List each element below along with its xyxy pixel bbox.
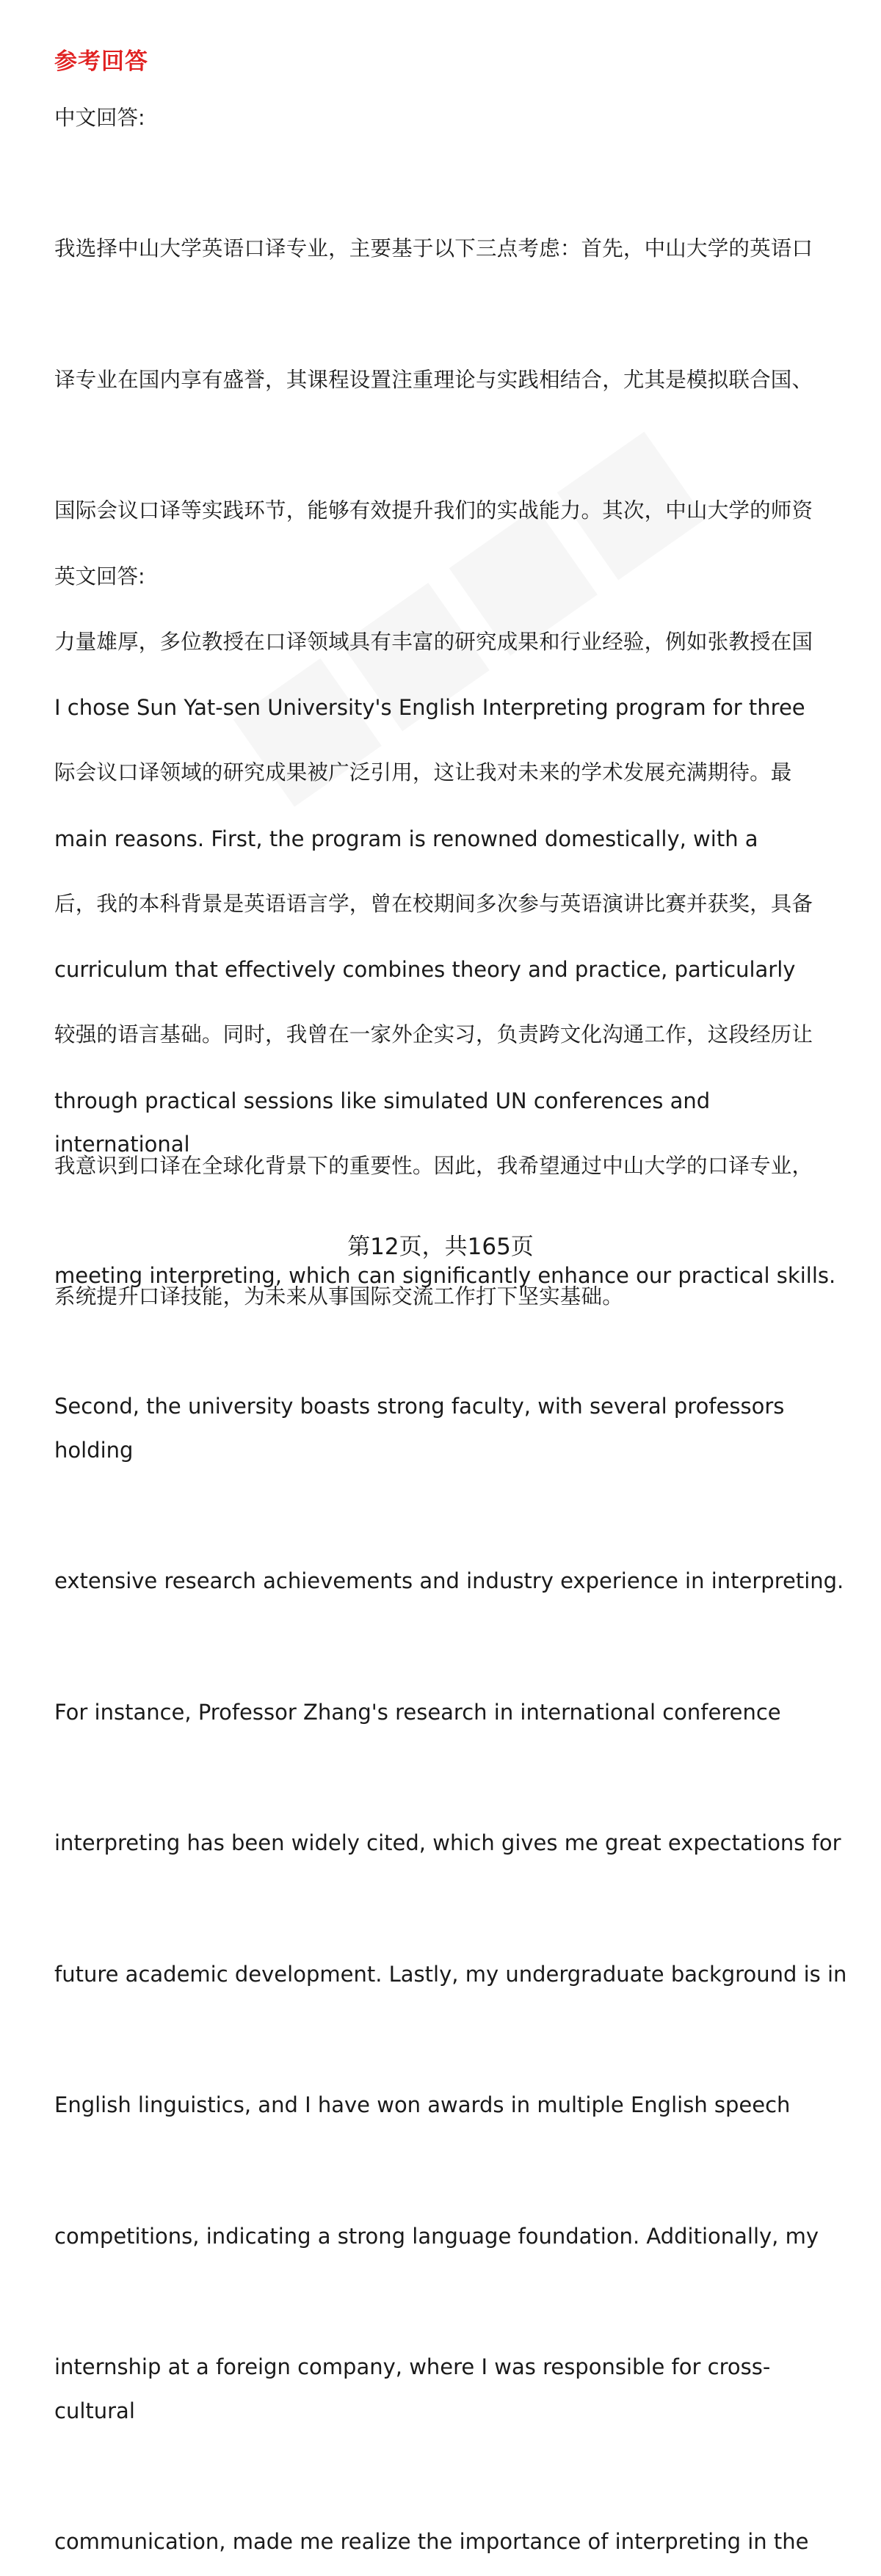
english-answer-label: 英文回答: bbox=[54, 564, 145, 589]
english-line: English linguistics, and I have won awards in multiple English speech bbox=[54, 2092, 791, 2117]
english-line: interpreting has been widely cited, which gives me great expectations for bbox=[54, 1830, 841, 1855]
chinese-line: 较强的语言基础。同时，我曾在一家外企实习，负责跨文化沟通工作，这段经历让 bbox=[54, 1022, 813, 1047]
english-line: extensive research achievements and industry experience in interpreting. bbox=[54, 1568, 844, 1593]
page-number: 第12页，共165页 bbox=[347, 1234, 534, 1260]
english-line: curriculum that effectively combines theory and practice, particularly bbox=[54, 957, 796, 982]
english-line: Second, the university boasts strong faculty, with several professors holding bbox=[54, 1394, 791, 1463]
chinese-line: 际会议口译领域的研究成果被广泛引用，这让我对未来的学术发展充满期待。最 bbox=[54, 760, 792, 785]
section-heading: 参考回答 bbox=[54, 48, 148, 75]
chinese-line: 我选择中山大学英语口译专业，主要基于以下三点考虑：首先，中山大学的英语口 bbox=[54, 236, 813, 261]
english-line: main reasons. First, the program is renowned domestically, with a bbox=[54, 826, 758, 851]
english-line: I chose Sun Yat-sen University's English Interpreting program for three bbox=[54, 695, 805, 720]
english-line: competitions, indicating a strong language foundation. Additionally, my bbox=[54, 2223, 819, 2249]
chinese-line: 系统提升口译技能，为未来从事国际交流工作打下坚实基础。 bbox=[54, 1284, 623, 1309]
chinese-answer-label: 中文回答: bbox=[54, 106, 145, 130]
chinese-line: 我意识到口译在全球化背景下的重要性。因此，我希望通过中山大学的口译专业， bbox=[54, 1153, 813, 1178]
english-line: future academic development. Lastly, my undergraduate background is in bbox=[54, 1961, 847, 1987]
english-line: For instance, Professor Zhang's research in international conference bbox=[54, 1699, 781, 1725]
english-line: through practical sessions like simulated UN conferences and international bbox=[54, 1088, 717, 1157]
english-line: internship at a foreign company, where I was responsible for cross-cultural bbox=[54, 2354, 771, 2423]
english-answer-body bbox=[54, 599, 847, 2576]
english-line: communication, made me realize the importance of interpreting in the bbox=[54, 2529, 809, 2554]
chinese-line: 译专业在国内享有盛誉，其课程设置注重理论与实践相结合，尤其是模拟联合国、 bbox=[54, 367, 813, 392]
chinese-line: 后，我的本科背景是英语语言学，曾在校期间多次参与英语演讲比赛并获奖，具备 bbox=[54, 891, 813, 916]
english-line: meeting interpreting, which can significantly enhance our practical skills. bbox=[54, 1262, 836, 1288]
chinese-line: 国际会议口译等实践环节，能够有效提升我们的实战能力。其次，中山大学的师资 bbox=[54, 498, 813, 523]
chinese-line: 力量雄厚，多位教授在口译领域具有丰富的研究成果和行业经验，例如张教授在国 bbox=[54, 629, 813, 654]
